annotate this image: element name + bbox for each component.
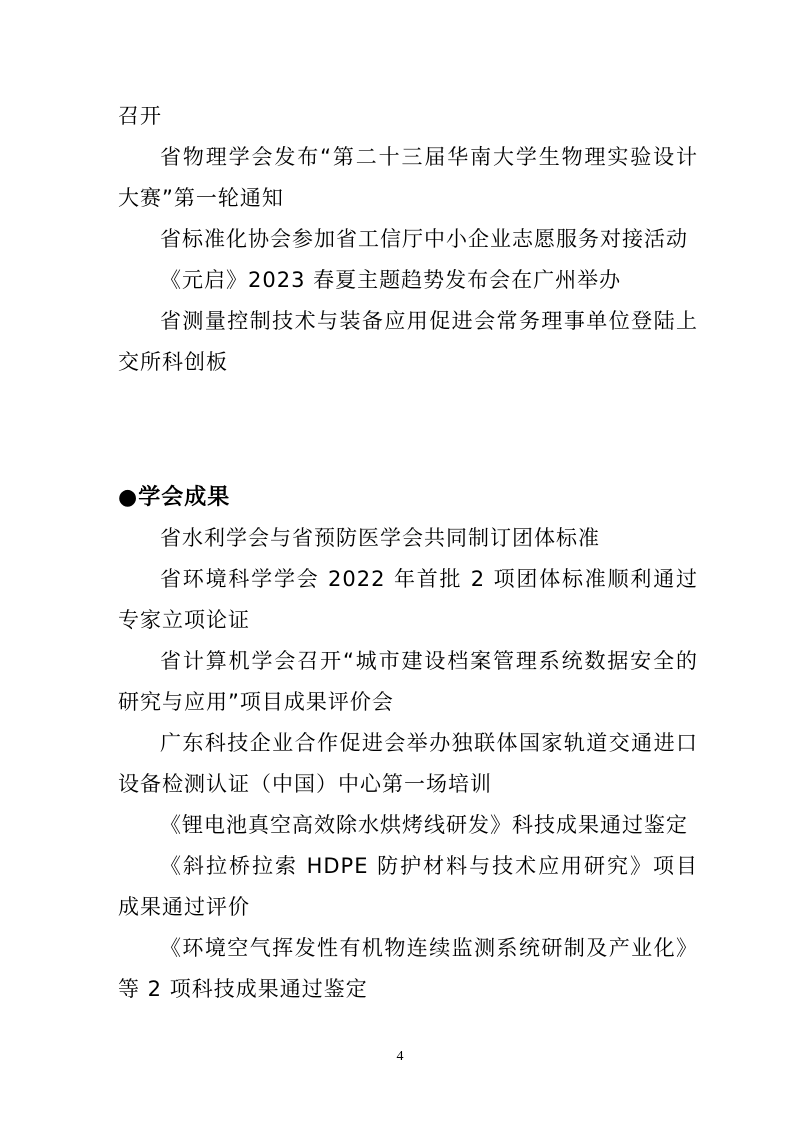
- news-item: 省水利学会与省预防医学会共同制订团体标准: [160, 526, 600, 550]
- news-item: 省环境科学学会 2022 年首批 2 项团体标准顺利通过专家立项论证: [118, 567, 698, 632]
- section-society-achievements: [118, 477, 698, 1010]
- news-item: 《斜拉桥拉索 HDPE 防护材料与技术应用研究》项目成果通过评价: [118, 854, 698, 919]
- news-item: 《环境空气挥发性有机物连续监测系统研制及产业化》等 2 项科技成果通过鉴定: [118, 936, 698, 1001]
- news-item: 省测量控制技术与装备应用促进会常务理事单位登陆上交所科创板: [118, 309, 698, 374]
- news-item: 《元启》2023 春夏主题趋势发布会在广州举办: [160, 268, 622, 292]
- news-item: 省物理学会发布“第二十三届华南大学生物理实验设计大赛”第一轮通知: [118, 145, 698, 210]
- section-heading: ●学会成果: [118, 484, 231, 510]
- news-item: 《锂电池真空高效除水烘烤线研发》科技成果通过鉴定: [160, 813, 688, 837]
- news-item-continuation: 召开: [118, 104, 162, 128]
- news-item: 省计算机学会召开“城市建设档案管理系统数据安全的研究与应用”项目成果评价会: [118, 649, 698, 714]
- news-item: 广东科技企业合作促进会举办独联体国家轨道交通进口设备检测认证（中国）中心第一场培训: [118, 731, 698, 796]
- news-item: 省标准化协会参加省工信厅中小企业志愿服务对接活动: [160, 227, 688, 251]
- page-number: 4: [396, 1049, 404, 1064]
- news-list-continued: [118, 96, 698, 383]
